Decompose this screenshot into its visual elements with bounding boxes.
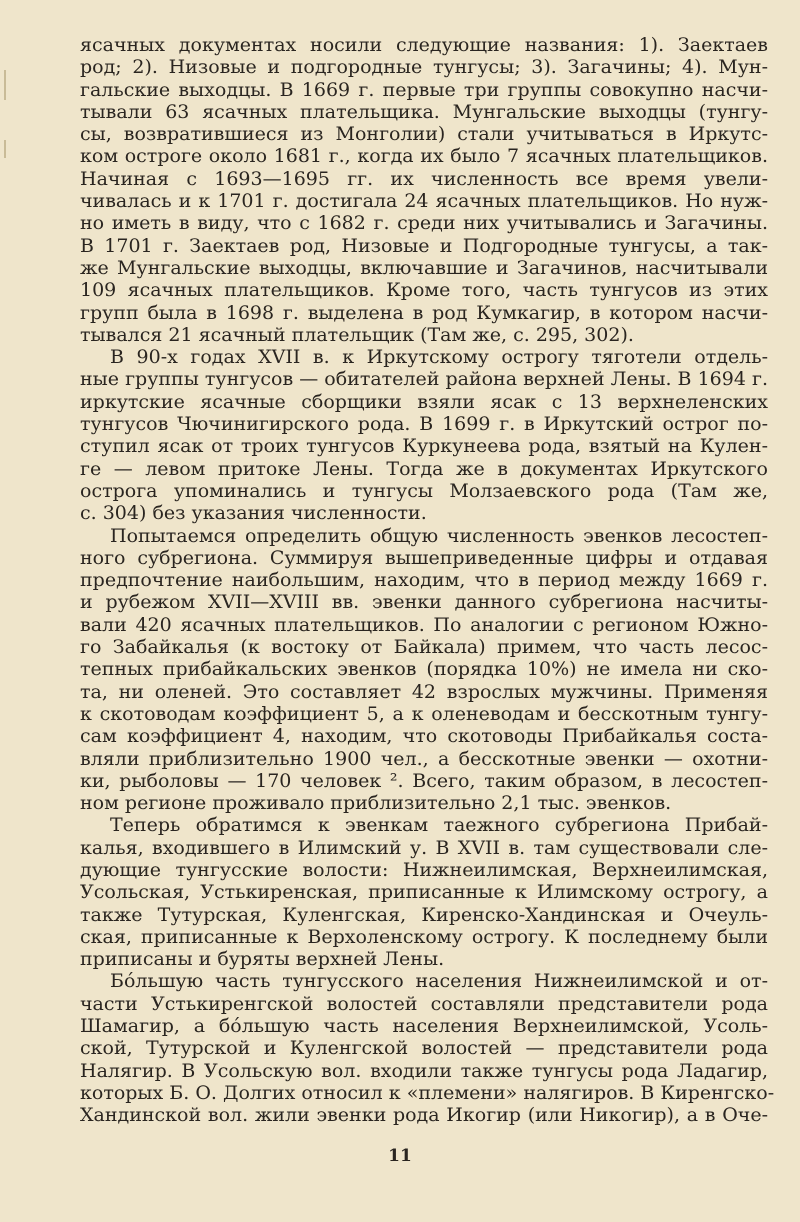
text-line: Теперь обратимся к эвенкам таежного субрегиона Прибай-	[110, 814, 768, 837]
text-line: калья, входившего в Илимский у. В XVII в. там существовали сле-	[80, 836, 768, 859]
text-line: острога упоминались и тунгусы Молзаевского рода (Там же,	[80, 479, 768, 502]
text-line: вляли приблизительно 1900 чел., а бесскотные эвенки — охотни-	[80, 747, 768, 770]
text-line: та, ни оленей. Это составляет 42 взрослых мужчины. Применяя	[80, 680, 768, 703]
text-line: ясачных документах носили следующие названия: 1). Заектаев	[80, 34, 768, 56]
text-line: 109 ясачных плательщиков. Кроме того, часть тунгусов из этих	[80, 279, 768, 302]
text-line: вали 420 ясачных плательщиков. По аналогии с регионом Южно-	[80, 613, 768, 636]
text-line: ге — левом притоке Лены. Тогда же в документах Иркутского	[80, 457, 768, 480]
text-line: Усольская, Устькиренская, приписанные к Илимскому острогу, а	[80, 881, 768, 904]
text-line: В 1701 г. Заектаев род, Низовые и Подгородные тунгусы, а так-	[80, 234, 768, 257]
text-line: Налягир. В Усольскую вол. входили также тунгусы рода Ладагир,	[80, 1059, 768, 1082]
text-line: Хандинской вол. жили эвенки рода Икогир (или Никогир), а в Оче-	[80, 1104, 768, 1127]
text-line: ки, рыболовы — 170 человек ². Всего, таким образом, в лесостеп-	[80, 769, 768, 792]
text-line: го Забайкалья (к востоку от Байкала) примем, что часть лесос-	[80, 636, 768, 659]
text-line: сы, возвратившиеся из Монголии) стали учитываться в Иркутс-	[80, 123, 768, 146]
text-line: род; 2). Низовые и подгородные тунгусы; 3). Загачины; 4). Мун-	[80, 56, 768, 79]
paragraph	[80, 346, 768, 524]
text-line: предпочтение наибольшим, находим, что в период между 1669 г.	[80, 569, 768, 592]
body-text	[80, 34, 775, 1127]
text-line: чивалась и к 1701 г. достигала 24 ясачных плательщиков. Но нуж-	[80, 190, 768, 213]
page-number: 11	[388, 1146, 412, 1166]
text-line: тывался 21 ясачный плательщик (Там же, с. 295, 302).	[80, 323, 634, 346]
text-line: сам коэффициент 4, находим, что скотоводы Прибайкалья соста-	[80, 725, 768, 748]
text-line: к скотоводам коэффициент 5, а к оленеводам и бесскотным тунгу-	[80, 702, 768, 725]
page-edge-mark	[4, 70, 6, 100]
text-line: ская, приписанные к Верхоленскому острогу. К последнему были	[80, 925, 768, 948]
text-line: с. 304) без указания численности.	[80, 502, 427, 525]
paragraph	[80, 525, 768, 815]
text-line: дующие тунгусские волости: Нижнеилимская, Верхнеилимская,	[80, 858, 768, 881]
paragraph	[80, 34, 768, 346]
text-line: ного субрегиона. Суммируя вышеприведенные цифры и отдавая	[80, 546, 768, 569]
text-line: Попытаемся определить общую численность эвенков лесостеп-	[110, 524, 768, 547]
text-line: иркутские ясачные сборщики взяли ясак с 13 верхнеленских	[80, 390, 768, 413]
text-line: же Мунгальские выходцы, включавшие и Загачинов, насчитывали	[80, 256, 768, 279]
text-line: но иметь в виду, что с 1682 г. среди них учитывались и Загачины.	[80, 212, 768, 235]
text-line: тепных прибайкальских эвенков (порядка 10%) не имела ни ско-	[80, 658, 768, 681]
text-line: также Тутурская, Куленгская, Киренско-Хандинская и Очеуль-	[80, 903, 768, 926]
text-line: ном регионе проживало приблизительно 2,1 тыс. эвенков.	[80, 792, 672, 815]
text-line: тывали 63 ясачных плательщика. Мунгальские выходцы (тунгу-	[80, 100, 768, 123]
text-line: В 90-х годах XVII в. к Иркутскому острогу тяготели отдель-	[110, 346, 768, 369]
text-line: части Устькиренгской волостей составляли представители рода	[80, 992, 768, 1015]
paragraph	[80, 814, 768, 970]
paragraph	[80, 970, 775, 1127]
text-line: тунгусов Чючинигирского рода. В 1699 г. в Иркутский острог по-	[80, 413, 768, 436]
text-line: ступил ясак от троих тунгусов Куркунеева рода, взятый на Кулен-	[80, 435, 768, 458]
page-edge-mark	[4, 140, 6, 158]
text-line: которых Б. О. Долгих относил к «племени» налягиров. В Киренгско-	[80, 1081, 775, 1104]
text-line: Бо́льшую часть тунгусского населения Нижнеилимской и от-	[110, 970, 768, 993]
text-line: гальские выходцы. В 1669 г. первые три группы совокупно насчи-	[80, 78, 768, 101]
text-line: приписаны и буряты верхней Лены.	[80, 948, 445, 971]
text-line: ные группы тунгусов — обитателей района верхней Лены. В 1694 г.	[80, 368, 768, 391]
text-line: ской, Тутурской и Куленгской волостей — представители рода	[80, 1037, 768, 1060]
text-line: ком остроге около 1681 г., когда их было 7 ясачных плательщиков.	[80, 145, 768, 168]
text-line: Шамагир, а бо́льшую часть населения Верхнеилимской, Усоль-	[80, 1015, 768, 1038]
text-line: Начиная с 1693—1695 гг. их численность все время увели-	[80, 167, 768, 190]
text-line: и рубежом XVII—XVIII вв. эвенки данного субрегиона насчиты-	[80, 591, 768, 614]
text-line: групп была в 1698 г. выделена в род Кумкагир, в котором насчи-	[80, 301, 768, 324]
